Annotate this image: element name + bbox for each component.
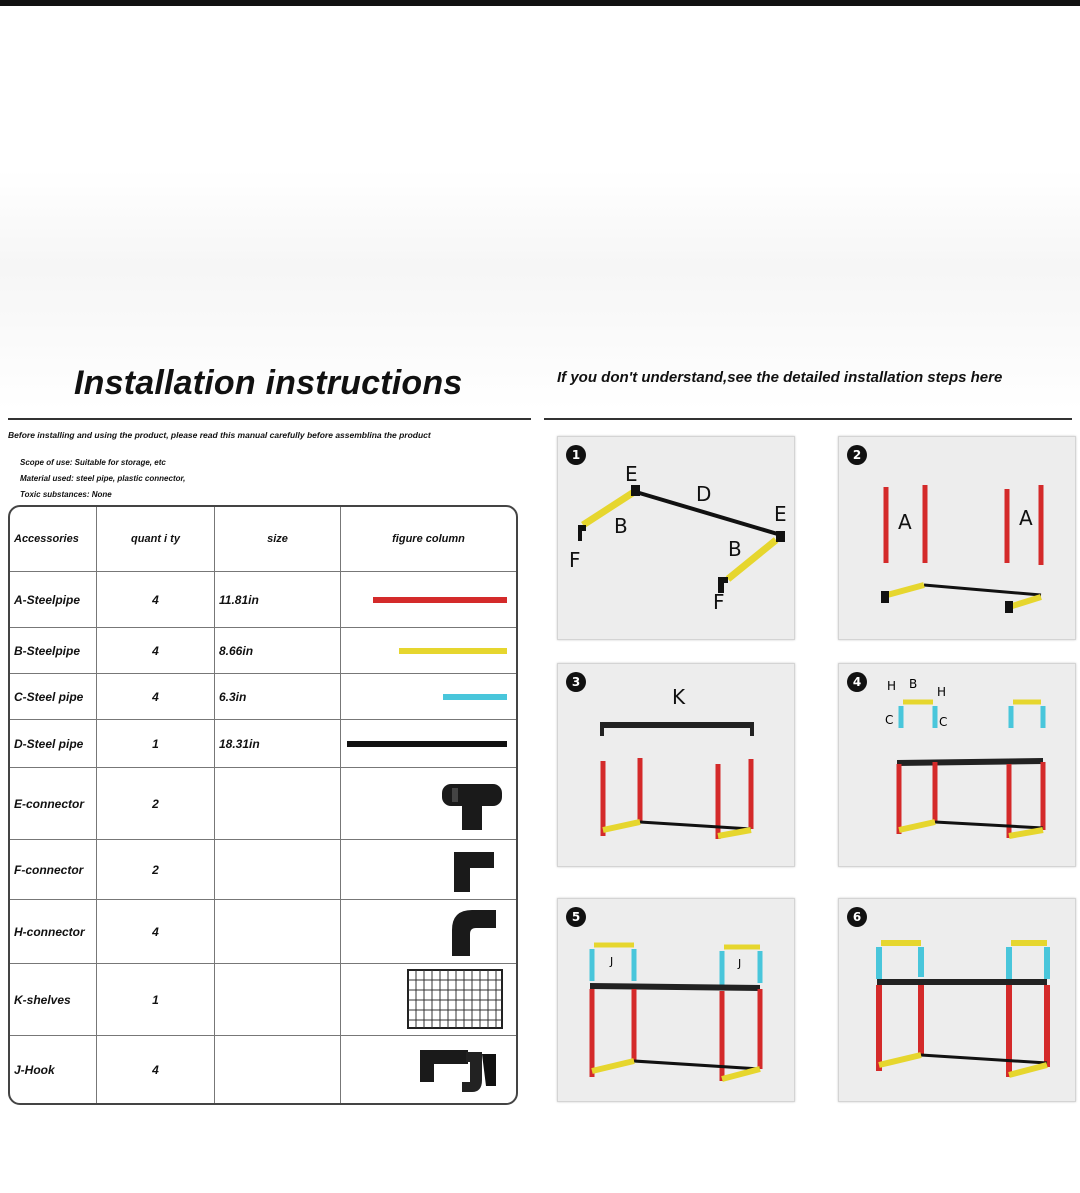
row-size: [215, 1036, 341, 1103]
steps-subtitle: If you don't understand,see the detailed installation steps here: [557, 369, 1003, 386]
header-figure: figure column: [341, 507, 516, 572]
label-a: A: [898, 510, 912, 534]
figure-cell: [341, 674, 516, 720]
step-panel: [838, 898, 1076, 1102]
figure-cell: [341, 628, 516, 674]
header-quantity: quant i ty: [97, 507, 215, 572]
figure-cell: [341, 1036, 516, 1103]
row-quantity: 4: [97, 572, 215, 628]
h-connector-icon: [446, 904, 502, 960]
row-quantity: 4: [97, 1036, 215, 1103]
e-connector-icon: [440, 776, 510, 832]
step-4-diagram: [839, 664, 1075, 866]
step-panel: [838, 436, 1076, 640]
label-k: K: [672, 685, 686, 709]
header-size: size: [215, 507, 341, 572]
step-1-diagram: [558, 437, 794, 639]
figure-cell: [341, 572, 516, 628]
table-row: [10, 628, 516, 674]
row-quantity: 1: [97, 964, 215, 1036]
table-row: [10, 900, 516, 964]
row-name: E-connector: [10, 768, 97, 840]
row-quantity: 1: [97, 720, 215, 768]
label-h: H: [887, 679, 897, 693]
row-size: 11.81in: [215, 572, 341, 628]
figure-cell: [341, 964, 516, 1036]
step-panel: [557, 663, 795, 867]
row-name: D-Steel pipe: [10, 720, 97, 768]
yellow-pipe-swatch: [399, 648, 507, 654]
label-a: A: [1019, 506, 1033, 530]
step-panel: [557, 436, 795, 640]
label-f: F: [569, 548, 581, 572]
step-panel: [838, 663, 1076, 867]
f-connector-icon: [450, 846, 500, 894]
step-number-badge: 1: [566, 445, 586, 465]
figure-cell: [341, 768, 516, 840]
row-name: K-shelves: [10, 964, 97, 1036]
row-size: 6.3in: [215, 674, 341, 720]
step-number-badge: 6: [847, 907, 867, 927]
top-border: [0, 0, 1080, 6]
row-quantity: 4: [97, 900, 215, 964]
j-hook-icon: [416, 1042, 500, 1096]
cyan-pipe-swatch: [443, 694, 507, 700]
figure-cell: [341, 900, 516, 964]
label-b: B: [614, 514, 628, 538]
table-row: [10, 572, 516, 628]
shelf-grid-icon: [406, 968, 504, 1030]
table-row: [10, 964, 516, 1036]
row-size: 8.66in: [215, 628, 341, 674]
material-text: Material used: steel pipe, plastic connector,: [20, 474, 186, 483]
table-row: [10, 768, 516, 840]
step-number-badge: 5: [566, 907, 586, 927]
subtitle-divider: [544, 418, 1072, 420]
step-number-badge: 2: [847, 445, 867, 465]
row-size: 18.31in: [215, 720, 341, 768]
step-5-diagram: [558, 899, 794, 1101]
step-number-badge: 4: [847, 672, 867, 692]
row-name: A-Steelpipe: [10, 572, 97, 628]
row-name: C-Steel pipe: [10, 674, 97, 720]
step-number-badge: 3: [566, 672, 586, 692]
figure-cell: [341, 840, 516, 900]
row-quantity: 4: [97, 674, 215, 720]
row-size: [215, 768, 341, 840]
label-d: D: [696, 482, 712, 506]
accessories-table: [8, 505, 518, 1105]
red-pipe-swatch: [373, 597, 507, 603]
label-b: B: [728, 537, 742, 561]
label-j: J: [738, 957, 742, 970]
table-row: [10, 1036, 516, 1103]
table-header-row: [10, 507, 516, 572]
step-panel: [557, 898, 795, 1102]
page-title: Installation instructions: [74, 364, 463, 402]
row-size: [215, 964, 341, 1036]
row-name: B-Steelpipe: [10, 628, 97, 674]
step-2-diagram: [839, 437, 1075, 639]
row-name: H-connector: [10, 900, 97, 964]
label-c: C: [939, 715, 948, 729]
label-c: C: [885, 713, 894, 727]
label-e: E: [774, 502, 787, 526]
row-name: F-connector: [10, 840, 97, 900]
row-size: [215, 840, 341, 900]
scope-text: Scope of use: Suitable for storage, etc: [20, 458, 166, 467]
toxic-text: Toxic substances: None: [20, 490, 112, 499]
row-quantity: 4: [97, 628, 215, 674]
title-divider: [8, 418, 531, 420]
table-row: [10, 674, 516, 720]
label-b: B: [909, 677, 918, 691]
intro-text: Before installing and using the product, please read this manual carefully before assemblina the product: [8, 430, 431, 440]
table-row: [10, 840, 516, 900]
label-e: E: [625, 462, 638, 486]
row-name: J-Hook: [10, 1036, 97, 1103]
row-size: [215, 900, 341, 964]
row-quantity: 2: [97, 768, 215, 840]
step-3-diagram: [558, 664, 794, 866]
figure-cell: [341, 720, 516, 768]
black-pipe-swatch: [347, 741, 507, 747]
step-6-diagram: [839, 899, 1075, 1101]
label-h: H: [937, 685, 947, 699]
label-f: F: [713, 590, 725, 614]
header-accessories: Accessories: [10, 507, 97, 572]
label-j: J: [610, 955, 614, 968]
table-row: [10, 720, 516, 768]
row-quantity: 2: [97, 840, 215, 900]
